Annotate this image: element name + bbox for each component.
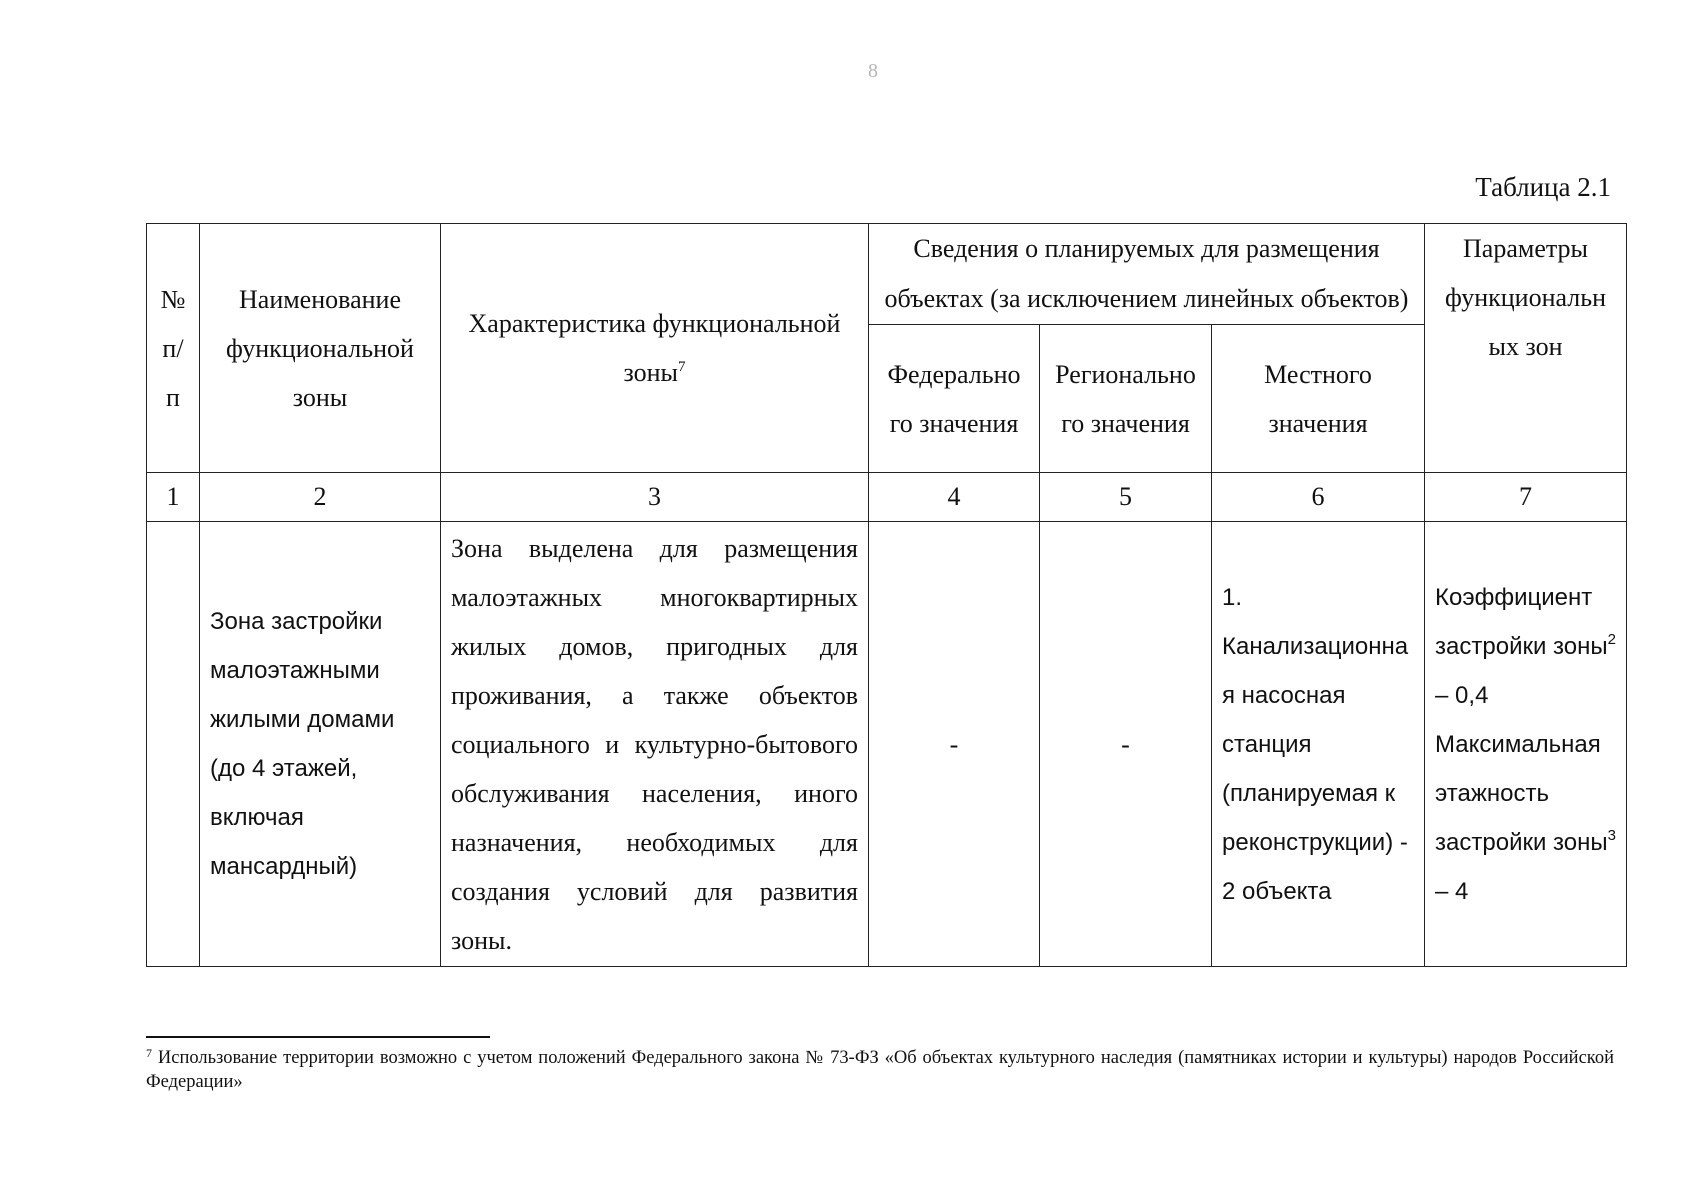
row-number (147, 522, 200, 967)
footnote-ref-7: 7 (678, 359, 686, 375)
zone-description: Зона выделена для размещения малоэтажных многоквартирных жилых домов, пригодных для проживания, а также объектов социального и культурно-бытового обслуживания населения, иного назначения, необходимых для создания условий для развития зоны. (441, 522, 869, 967)
footnote (146, 1046, 1614, 1094)
regional-objects: - (1040, 522, 1212, 967)
footnote-ref-2: 2 (1607, 630, 1616, 648)
functional-zones-table (146, 223, 1627, 967)
column-number-2: 2 (200, 473, 441, 522)
building-coefficient-value: – 0,4 (1435, 681, 1489, 709)
header-federal: Федерально го значения (869, 325, 1040, 473)
header-local: Местного значения (1212, 325, 1425, 473)
max-floors-value: – 4 (1435, 877, 1469, 905)
table-caption: Таблица 2.1 (1475, 172, 1611, 202)
local-objects: 1. Канализационная насосная станция (планируемая к реконструкции) - 2 объекта (1212, 522, 1425, 967)
header-zone-characteristic (441, 224, 869, 473)
column-number-6: 6 (1212, 473, 1425, 522)
footnote-mark: 7 (146, 1046, 152, 1060)
zone-parameters (1425, 522, 1627, 967)
zone-name: Зона застройки малоэтажными жилыми домами (до 4 этажей, включая мансардный) (200, 522, 441, 967)
header-regional: Регионально го значения (1040, 325, 1212, 473)
footnote-separator (146, 1036, 490, 1038)
page-number: 8 (868, 60, 878, 82)
footnote-ref-3: 3 (1607, 826, 1616, 844)
federal-objects: - (869, 522, 1040, 967)
column-number-5: 5 (1040, 473, 1212, 522)
header-planned-objects: Сведения о планируемых для размещения объектах (за исключением линейных объектов) (869, 224, 1425, 325)
column-number-3: 3 (441, 473, 869, 522)
max-floors-label: Максимальная этажность застройки зоны (1435, 730, 1608, 856)
column-number-4: 4 (869, 473, 1040, 522)
header-zone-name: Наименование функциональной зоны (200, 224, 441, 473)
column-number-7: 7 (1425, 473, 1627, 522)
footnote-text: Использование территории возможно с учетом положений Федерального закона № 73-ФЗ «Об объектах культурного наследия (памятниках истории и культуры) народов Российской Федерации» (146, 1048, 1614, 1092)
header-number: № п/ п (147, 224, 200, 473)
building-coefficient-label: Коэффициент застройки зоны (1435, 583, 1608, 660)
max-floors (1435, 731, 1616, 905)
building-coefficient (1435, 584, 1616, 709)
column-number-1: 1 (147, 473, 200, 522)
header-zone-parameters: Параметры функциональн ых зон (1425, 224, 1627, 473)
header-zone-characteristic-text: Характеристика функциональной зоны (468, 309, 841, 387)
